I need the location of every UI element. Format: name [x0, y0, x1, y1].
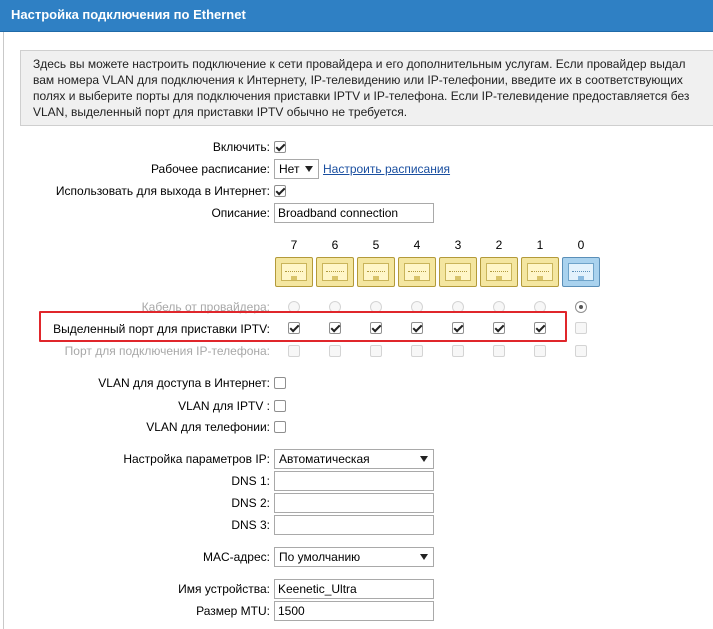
ip-phone-port-checkbox — [329, 345, 341, 357]
configure-schedules-link[interactable]: Настроить расписания — [323, 162, 451, 176]
dns2-label: DNS 2: — [231, 496, 270, 510]
vlan-iptv-checkbox[interactable] — [274, 400, 286, 412]
ip-phone-port-checkbox — [575, 345, 587, 357]
description-input[interactable]: Broadband connection — [274, 203, 434, 223]
description-label: Описание: — [211, 206, 270, 220]
mac-select-value: По умолчанию — [279, 550, 361, 564]
port-number-0: 0 — [577, 238, 585, 252]
enable-checkbox[interactable] — [274, 141, 286, 153]
ethernet-port-icon — [275, 257, 313, 287]
port-number-4: 4 — [413, 238, 421, 252]
info-box: Здесь вы можете настроить подключение к сети провайдера и его дополнительным услугам. Если провайдер выдал вам номера VLAN для подключения к Интернету, IP-телевидению или IP-телефонии, введите их в соответствующих полях и выберите порты для подключения приставки IPTV и IP-телефона. Если IP-телевидение предоставляется без VLAN, выделенный порт для приставки IPTV обычно не требуется. — [20, 50, 713, 126]
highlight-frame — [39, 311, 567, 342]
dns3-input[interactable] — [274, 515, 434, 535]
vlan-internet-label: VLAN для доступа в Интернет: — [98, 376, 270, 390]
ip-settings-select[interactable] — [274, 449, 434, 469]
ip-phone-port-checkbox — [493, 345, 505, 357]
mtu-input[interactable]: 1500 — [274, 601, 434, 621]
vlan-iptv-label: VLAN для IPTV : — [178, 399, 270, 413]
schedule-select-value: Нет — [279, 162, 300, 176]
internet-checkbox[interactable] — [274, 185, 286, 197]
ethernet-port-icon — [357, 257, 395, 287]
port-number-5: 5 — [372, 238, 380, 252]
device-name-input[interactable]: Keenetic_Ultra — [274, 579, 434, 599]
ethernet-port-icon — [398, 257, 436, 287]
chevron-down-icon — [305, 166, 313, 172]
dns2-input[interactable] — [274, 493, 434, 513]
ip-phone-port-checkbox — [452, 345, 464, 357]
schedule-select[interactable] — [274, 159, 319, 179]
page-title: Настройка подключения по Ethernet — [11, 7, 246, 22]
ip-phone-port-checkbox — [411, 345, 423, 357]
iptv-port-checkbox-disabled — [575, 322, 587, 334]
enable-label: Включить: — [212, 140, 270, 154]
port-number-7: 7 — [290, 238, 298, 252]
chevron-down-icon — [420, 456, 428, 462]
ethernet-port-icon — [521, 257, 559, 287]
provider-port-radio-selected[interactable] — [575, 301, 587, 313]
ethernet-port-icon — [316, 257, 354, 287]
ip-settings-label: Настройка параметров IP: — [123, 452, 270, 466]
chevron-down-icon — [420, 554, 428, 560]
port-number-2: 2 — [495, 238, 503, 252]
mtu-label: Размер MTU: — [196, 604, 270, 618]
provider-cable-label: Кабель от провайдера: — [141, 300, 270, 314]
vlan-internet-checkbox[interactable] — [274, 377, 286, 389]
mac-select[interactable] — [274, 547, 434, 567]
ethernet-port-icon — [480, 257, 518, 287]
title-bar — [0, 0, 713, 32]
mac-label: MAC-адрес: — [202, 550, 270, 564]
vlan-phone-label: VLAN для телефонии: — [146, 420, 270, 434]
dns1-input[interactable] — [274, 471, 434, 491]
ip-phone-port-checkbox — [370, 345, 382, 357]
ethernet-port-icon — [439, 257, 477, 287]
port-number-1: 1 — [536, 238, 544, 252]
iptv-port-label: Выделенный порт для приставки IPTV: — [53, 322, 270, 336]
wan-port-icon — [562, 257, 600, 287]
ip-phone-port-checkbox — [288, 345, 300, 357]
internet-label: Использовать для выхода в Интернет: — [55, 184, 270, 198]
port-number-3: 3 — [454, 238, 462, 252]
ip-phone-port-label: Порт для подключения IP-телефона: — [64, 344, 270, 358]
port-number-6: 6 — [331, 238, 339, 252]
ip-settings-select-value: Автоматическая — [279, 452, 370, 466]
dns3-label: DNS 3: — [231, 518, 270, 532]
ip-phone-port-checkbox — [534, 345, 546, 357]
dns1-label: DNS 1: — [231, 474, 270, 488]
schedule-label: Рабочее расписание: — [150, 162, 270, 176]
vlan-phone-checkbox[interactable] — [274, 421, 286, 433]
device-name-label: Имя устройства: — [178, 582, 270, 596]
